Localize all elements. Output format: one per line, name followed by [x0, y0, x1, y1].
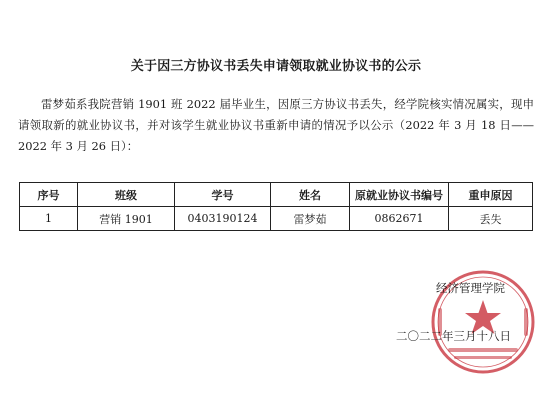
info-table — [19, 182, 533, 231]
cell-agreement-number: 0862671 — [350, 207, 449, 231]
header-cell-agreement-number: 原就业协议书编号 — [350, 183, 449, 207]
signature-org: 经济管理学院 — [436, 281, 505, 295]
table-header-row — [20, 183, 533, 207]
header-cell-reason: 重申原因 — [449, 183, 533, 207]
header-cell-class: 班级 — [78, 183, 175, 207]
cell-name: 雷梦茹 — [271, 207, 350, 231]
signature-date: 二〇二二年三月十八日 — [396, 329, 511, 343]
header-cell-name: 姓名 — [271, 183, 350, 207]
header-cell-index: 序号 — [20, 183, 78, 207]
header-cell-student-id: 学号 — [175, 183, 271, 207]
cell-class: 营销 1901 — [78, 207, 175, 231]
cell-reason: 丢失 — [449, 207, 533, 231]
cell-student-id: 0403190124 — [175, 207, 271, 231]
table-row — [20, 207, 533, 231]
cell-index: 1 — [20, 207, 78, 231]
document-title: 关于因三方协议书丢失申请领取就业协议书的公示 — [130, 59, 422, 74]
document-body: 雷梦茹系我院营销 1901 班 2022 届毕业生，因原三方协议书丢失，经学院核实情况属实，现申请领取新的就业协议书，并对该学生就业协议书重新申请的情况予以公示（2022 年 3 月 18 日——2022 年 3 月 26 日）： — [18, 97, 534, 153]
